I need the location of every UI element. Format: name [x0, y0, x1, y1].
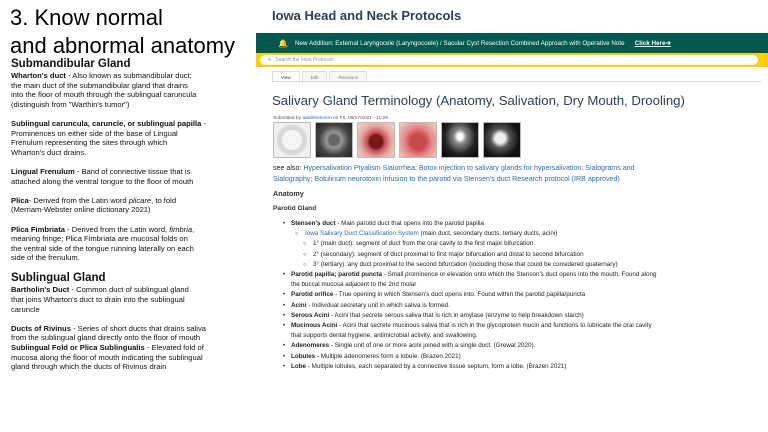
submandibular-heading: Submandibular Gland — [11, 58, 131, 70]
tab-revisions[interactable]: Revisions — [329, 71, 367, 83]
announcement-banner — [256, 33, 768, 53]
list-item-secondary-duct: ○ 2° (secondary): segment of duct proximal to first major bifurcation and distal to second bifurcation — [283, 250, 707, 260]
whartons-line: into the floor of mouth through the sublingual caruncula — [11, 90, 197, 100]
thumbnail-endoscopy-image[interactable] — [315, 122, 353, 158]
search-input[interactable] — [260, 55, 758, 65]
see-also-links[interactable]: Sialography; Botulinum neurotoxin infusion to the parotid via Stensen's duct Research protocol (IRB approved) — [273, 174, 620, 183]
thumbnail-sialogram-image[interactable] — [441, 122, 479, 158]
bartholin-line: caruncle — [11, 304, 40, 314]
see-also — [273, 163, 653, 184]
parotid-list — [283, 219, 707, 372]
search-icon: ⌕ — [268, 56, 272, 63]
fimbriata-entry: Plica Fimbriata - Derived from the Latin word, fimbria, — [11, 224, 195, 234]
whartons-duct-entry: Wharton's duct - Also known as submandibular duct; — [11, 71, 192, 80]
caruncula-entry: Sublingual caruncula, caruncle, or sublingual papilla - — [11, 118, 206, 128]
list-item-parotid-papilla-cont: the buccal mucosa adjacent to the 2nd molar — [291, 281, 417, 289]
list-item-adenomeres: • Adenomeres - Single unit of one or more acini joined with a single duct. (Grewal 2020). — [283, 341, 707, 351]
plica-line: (Merriam-Webster online dictionary 2021) — [11, 205, 151, 215]
rivinus-entry: Ducts of Rivinus - Series of short ducts that drains saliva — [11, 323, 206, 333]
plica-entry: Plica- Derived from the Latin word plicare, to fold — [11, 195, 177, 205]
slide-title-line-1: 3. Know normal — [10, 5, 163, 30]
list-item-lobules: • Lobules - Multiple adenomeres form a lobule. (Brazen 2021) — [283, 352, 707, 362]
list-item-mucinous-acini-cont: that supports dental hygiene, antimicrobial activity, and swallowing. — [291, 332, 478, 340]
whartons-line: (distinguish from "Warthin's tumor") — [11, 99, 130, 109]
search-placeholder: Search the Iowa Protocols — [275, 57, 334, 63]
list-item-parotid-papilla: • Parotid papilla; parotid puncta - Small prominence or elevation onto which the Stenson's duct opens into the mouth. Found along — [283, 270, 707, 280]
submitted-by: Submitted by aatdelreheem on Fri, 09/17/2021 - 11:29 — [273, 116, 388, 121]
parotid-gland-heading: Parotid Gland — [273, 205, 317, 212]
thumbnail-xray-image[interactable] — [483, 122, 521, 158]
page-title: Salivary Gland Terminology (Anatomy, Salivation, Dry Mouth, Drooling) — [272, 93, 685, 108]
slide-body — [11, 58, 251, 372]
slide-title — [10, 4, 272, 60]
frenulum-line: attached along the ventral tongue to the floor of mouth — [11, 176, 194, 186]
fold-line: mucosa along the floor of mouth indicating the sublingual — [11, 352, 203, 362]
bartholin-entry: Bartholin's Duct - Common duct of sublingual gland — [11, 285, 189, 295]
list-item-lobe: • Lobe - Multiple lobules, each separated by a connective tissue septum, form a lobe. (Brazen 2021) — [283, 362, 707, 372]
banner-click-here-link[interactable]: Click Here➔ — [634, 39, 671, 47]
bell-icon: 🔔 — [278, 38, 288, 48]
frenulum-entry: Lingual Frenulum - Band of connective tissue that is — [11, 166, 191, 176]
see-also-label: see also: — [273, 164, 304, 172]
thumbnail-oral-cavity-image[interactable] — [357, 122, 395, 158]
classification-link[interactable]: Iowa Salivary Duct Classification System — [305, 230, 419, 238]
fimbriata-line: side of the frenulum. — [11, 253, 80, 263]
list-item-parotid-orifice: • Parotid orifice - True opening in which Stensen's duct opens into. Found within the parotid papilla/puncta — [283, 290, 707, 300]
fold-line: gland through which the ducts of Rivinus drain — [11, 362, 167, 372]
list-item-mucinous-acini: • Mucinous Acini - Acini that secrete mucinous saliva that is rich in the glycoprotein mucin and functions to lubricate the oral cavity — [283, 321, 707, 331]
sublingual-heading: Sublingual Gland — [11, 272, 106, 285]
thumbnail-diagram-image[interactable] — [273, 122, 311, 158]
fimbriata-line: meaning fringe; Plica Fimbriata are mucosal folds on — [11, 234, 188, 244]
fimbriata-line: the ventral side of the tongue running laterally on each — [11, 243, 194, 253]
image-thumbnails — [273, 122, 521, 158]
caruncula-line: Wharton's duct drains. — [11, 147, 87, 157]
site-title[interactable]: Iowa Head and Neck Protocols — [272, 8, 462, 23]
caruncula-line: Frenulum representing the sites through which — [11, 138, 168, 148]
list-item-stensens-duct: • Stensen's duct - Main parotid duct that opens into the parotid papilla — [283, 219, 707, 229]
thumbnail-mouth-image[interactable] — [399, 122, 437, 158]
fold-entry: Sublingual Fold or Plica Sublingualis - Elevated fold of — [11, 343, 204, 353]
tab-edit[interactable]: Edit — [302, 71, 328, 83]
tabs-divider — [272, 81, 762, 82]
author-link[interactable]: aatdelreheem — [302, 116, 332, 121]
list-item-acini: • Acini - Individual secretary unit in which saliva is formed. — [283, 301, 707, 311]
list-item-classification: ○ Iowa Salivary Duct Classification System (main duct, secondary ducts, tertiary ducts, acini) — [283, 229, 707, 239]
tab-view[interactable]: View — [272, 71, 300, 83]
rivinus-line: from the sublingual gland directly onto the floor of mouth — [11, 333, 201, 343]
banner-text: New Addition: External Laryngocele (Laryngocoele) / Sacular Cyst Resection Combined Approach with Operative Note — [294, 39, 625, 47]
whartons-line: the main duct of the submandibular gland that drains — [11, 80, 188, 90]
slide-title-line-2: and abnormal anatomy — [10, 33, 236, 58]
caruncula-line: Prominences on either side of the base of Lingual — [11, 128, 178, 138]
bartholin-line: that joins Wharton's duct to drain into the sublingual — [11, 295, 185, 305]
see-also-links[interactable]: Hypersalivation Ptyalism Sialorrhea; Botox injection to salivary glands for hypersalivation; Sialograms and — [303, 164, 635, 172]
anatomy-heading: Anatomy — [273, 189, 304, 198]
list-item-primary-duct: ○ 1° (main duct): segment of duct from the oral cavity to the first major bifurcation — [283, 239, 707, 249]
list-item-serous-acini: • Serous Acini - Acini that secrete serous saliva that is rich in amylase (enzyme to help breakdown starch) — [283, 311, 707, 321]
list-item-tertiary-duct: ○ 3° (tertiary): any duct proximal to the second bifurcation (including those that could be considered quaternary) — [283, 260, 707, 270]
